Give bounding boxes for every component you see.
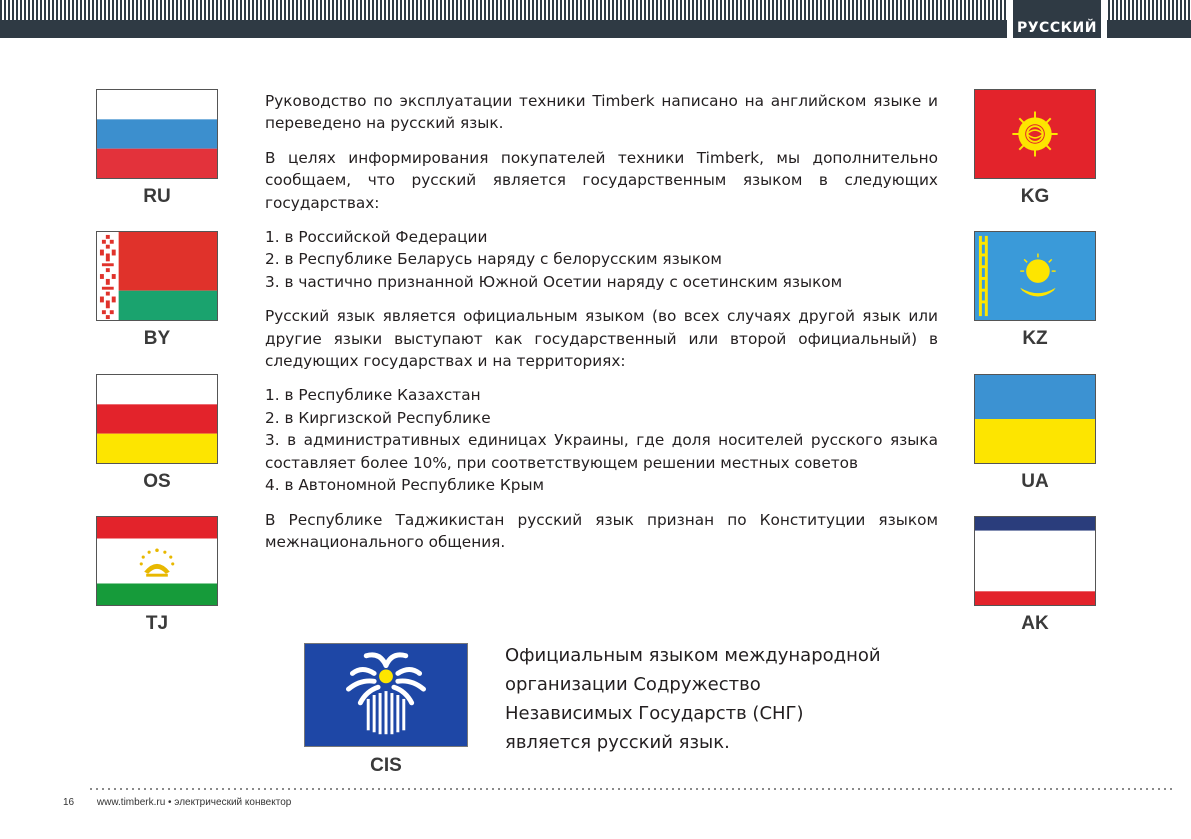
paragraph-official-language: Русский язык является официальным языком (во всех случаях другой язык или другие языки выступают как государственный или второй официальный) в следующих государствах и на территориях: bbox=[265, 307, 938, 371]
flag-code-cis: CIS bbox=[370, 755, 402, 776]
flag-ak bbox=[974, 516, 1096, 606]
flag-code-by: BY bbox=[143, 328, 171, 349]
list-item: 1. в Российской Федерации bbox=[265, 228, 488, 247]
list-item: 3. в частично признанной Южной Осетии наряду с осетинским языком bbox=[265, 272, 843, 291]
list-item: 2. в Республике Беларусь наряду с белорусским языком bbox=[265, 250, 722, 269]
flag-cis bbox=[304, 643, 468, 747]
language-tab-gap-right bbox=[1101, 0, 1107, 38]
list-item: 4. в Автономной Республике Крым bbox=[265, 476, 545, 495]
paragraph-state-language: В целях информирования покупателей техники Timberk, мы дополнительно сообщаем, что русский является государственным языком в следующих государствах: bbox=[265, 148, 938, 212]
language-tab-label: РУССКИЙ bbox=[1017, 20, 1097, 36]
flag-kg bbox=[974, 89, 1096, 179]
flag-code-os: OS bbox=[143, 471, 171, 492]
main-text bbox=[265, 90, 938, 565]
cis-text-line: организации Содружество bbox=[505, 674, 761, 695]
cis-text-line: Независимых Государств (СНГ) bbox=[505, 703, 804, 724]
language-tab-gap-left bbox=[1007, 0, 1013, 38]
flag-by bbox=[96, 231, 218, 321]
page-number: 16 bbox=[63, 797, 75, 808]
paragraph-intro: Руководство по эксплуатации техники Timberk написано на английском языке и переведено на русский язык. bbox=[265, 92, 938, 133]
flag-code-ua: UA bbox=[1021, 471, 1049, 492]
flag-code-kz: KZ bbox=[1022, 328, 1048, 349]
flag-tj bbox=[96, 516, 218, 606]
flag-code-kg: KG bbox=[1020, 186, 1050, 207]
list-item: 2. в Киргизской Республике bbox=[265, 408, 491, 427]
language-tab[interactable] bbox=[1013, 0, 1101, 38]
footer-text[interactable]: www.timberk.ru • электрический конвектор bbox=[96, 797, 292, 808]
cis-text bbox=[505, 641, 925, 757]
flag-ua bbox=[974, 374, 1096, 464]
list-item: 1. в Республике Казахстан bbox=[265, 386, 481, 405]
list-item: 3. в административных единицах Украины, где доля носителей русского языка составляет более 10%, при соответствующем решении местных советов bbox=[265, 431, 938, 472]
list-state-language bbox=[265, 226, 938, 293]
footer bbox=[63, 797, 291, 808]
paragraph-tajikistan: В Республике Таджикистан русский язык признан по Конституции языком межнационального общения. bbox=[265, 510, 938, 551]
flag-ru bbox=[96, 89, 218, 179]
footer-dotted-divider bbox=[90, 788, 1176, 790]
flag-os bbox=[96, 374, 218, 464]
flag-code-ru: RU bbox=[143, 186, 171, 207]
list-official-language bbox=[265, 384, 938, 496]
cis-text-line: является русский язык. bbox=[505, 732, 730, 753]
cis-text-line: Официальным языком международной bbox=[505, 645, 881, 666]
flag-code-ak: AK bbox=[1021, 613, 1049, 634]
flag-kz bbox=[974, 231, 1096, 321]
flag-code-tj: TJ bbox=[145, 613, 169, 634]
